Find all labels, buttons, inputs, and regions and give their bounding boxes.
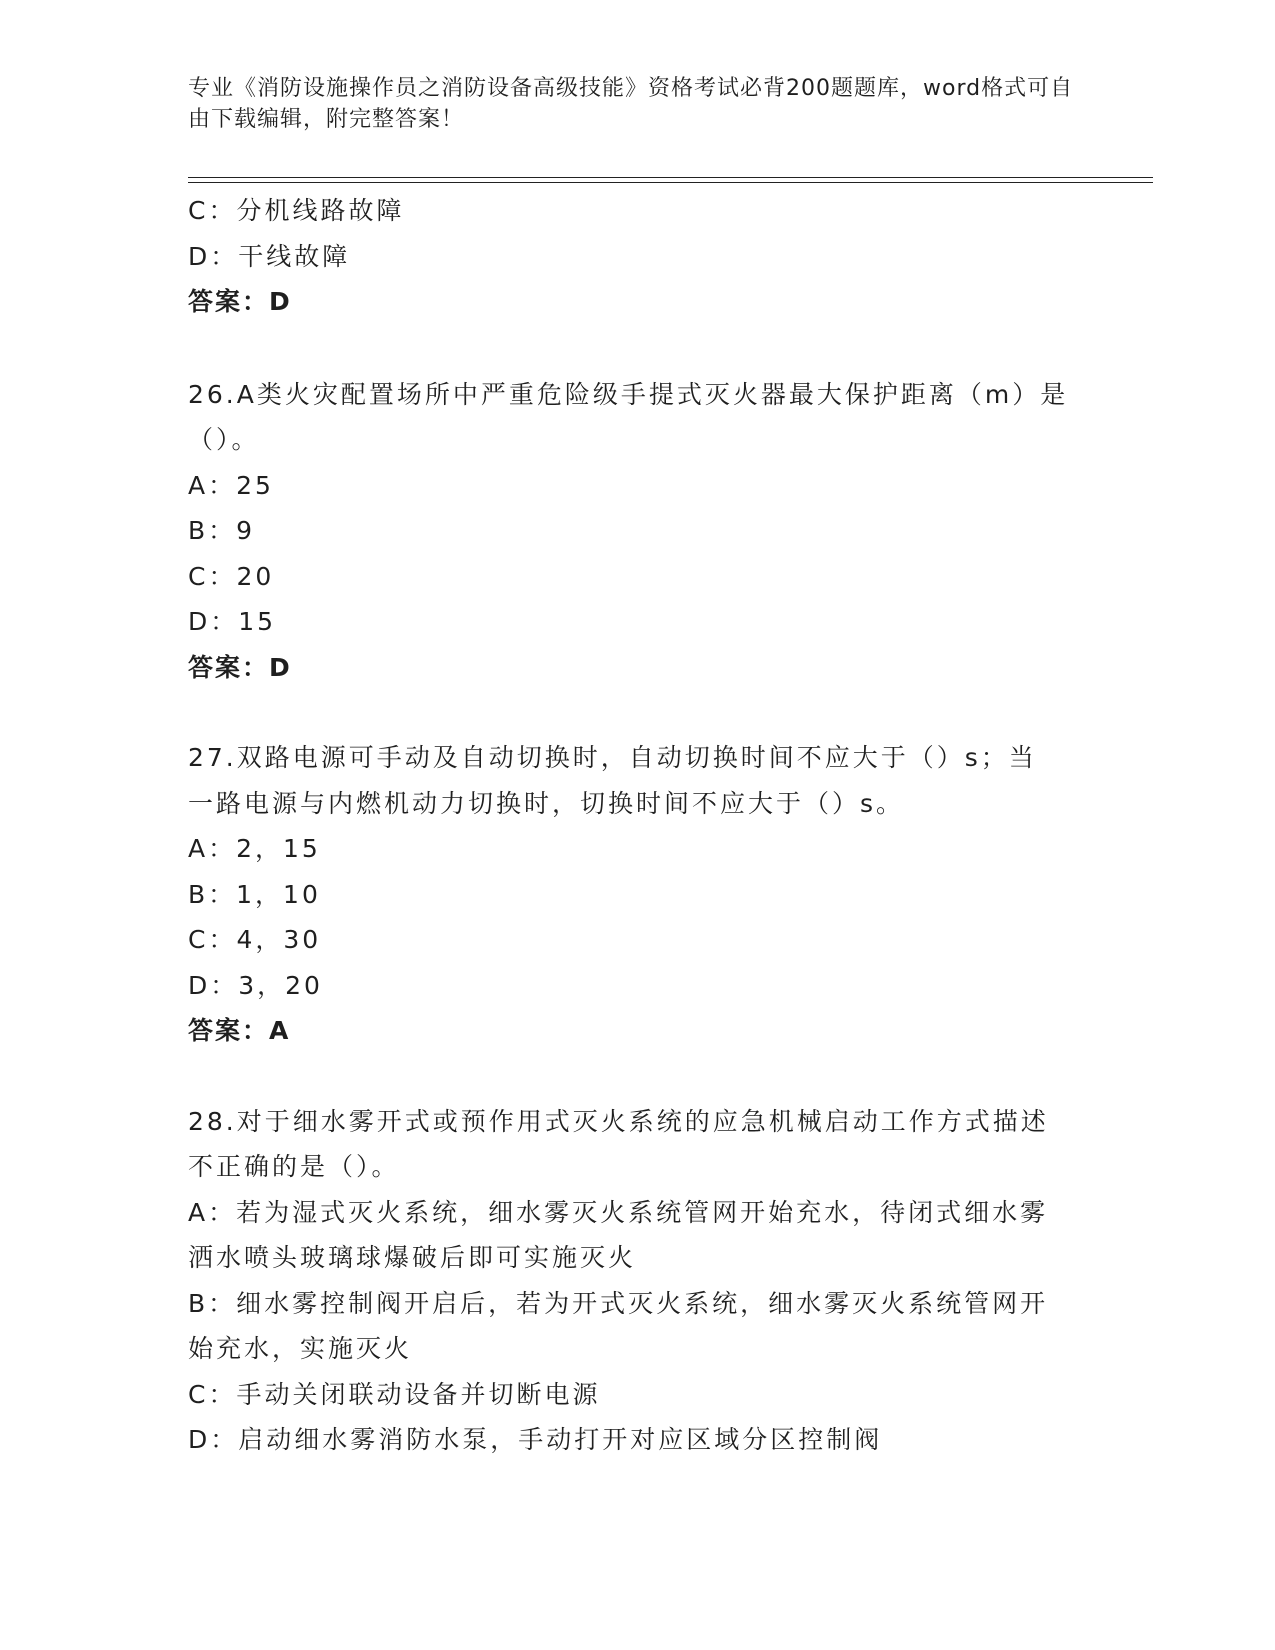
header-divider-bottom <box>188 182 1153 183</box>
option-c: C：20 <box>188 561 275 591</box>
option-b: B：9 <box>188 516 256 545</box>
option-b-continued: 始充水，实施灭火 <box>188 1334 413 1363</box>
question-stem-continued: 不正确的是（）。 <box>188 1152 400 1181</box>
option-a: A：25 <box>188 470 274 500</box>
option-d: D：启动细水雾消防水泵，手动打开对应区域分区控制阀 <box>188 1425 883 1454</box>
option-c: C：4，30 <box>188 925 322 954</box>
option-c: C：手动关闭联动设备并切断电源 <box>188 1379 601 1409</box>
question-stem: 28.对于细水雾开式或预作用式灭火系统的应急机械启动工作方式描述 <box>188 1106 1049 1136</box>
spacer <box>188 325 1088 372</box>
answer-line: 答案：D <box>188 287 292 316</box>
option-a: A：2，15 <box>188 834 321 863</box>
answer-line: 答案：A <box>188 1016 291 1045</box>
option-a: A：若为湿式灭火系统，细水雾灭火系统管网开始充水，待闭式细水雾 <box>188 1197 1049 1227</box>
question-26 <box>188 372 1088 691</box>
document-header: 专业《消防设施操作员之消防设备高级技能》资格考试必背200题题库，word格式可自由下载编辑，附完整答案！ <box>188 76 1074 132</box>
question-25-tail <box>188 188 1088 325</box>
option-d: D：干线故障 <box>188 241 351 271</box>
option-a-continued: 洒水喷头玻璃球爆破后即可实施灭火 <box>188 1243 637 1272</box>
option-b: B：细水雾控制阀开启后，若为开式灭火系统，细水雾灭火系统管网开 <box>188 1288 1049 1318</box>
question-28 <box>188 1099 1088 1463</box>
question-stem: 27.双路电源可手动及自动切换时，自动切换时间不应大于（）s；当 <box>188 743 1037 772</box>
question-stem: 26.A类火灾配置场所中严重危险级手提式灭火器最大保护距离（m）是 <box>188 379 1069 409</box>
option-d: D：3，20 <box>188 970 323 1000</box>
spacer <box>188 1054 1088 1099</box>
question-stem-continued: （）。 <box>188 425 260 454</box>
spacer <box>188 690 1088 735</box>
document-body <box>188 188 1088 1463</box>
question-27 <box>188 735 1088 1054</box>
option-c: C：分机线路故障 <box>188 196 405 225</box>
question-stem-continued: 一路电源与内燃机动力切换时，切换时间不应大于（）s。 <box>188 788 905 818</box>
header-divider-top <box>188 177 1153 178</box>
answer-line: 答案：D <box>188 652 292 682</box>
option-b: B：1，10 <box>188 879 321 909</box>
option-d: D：15 <box>188 607 277 636</box>
